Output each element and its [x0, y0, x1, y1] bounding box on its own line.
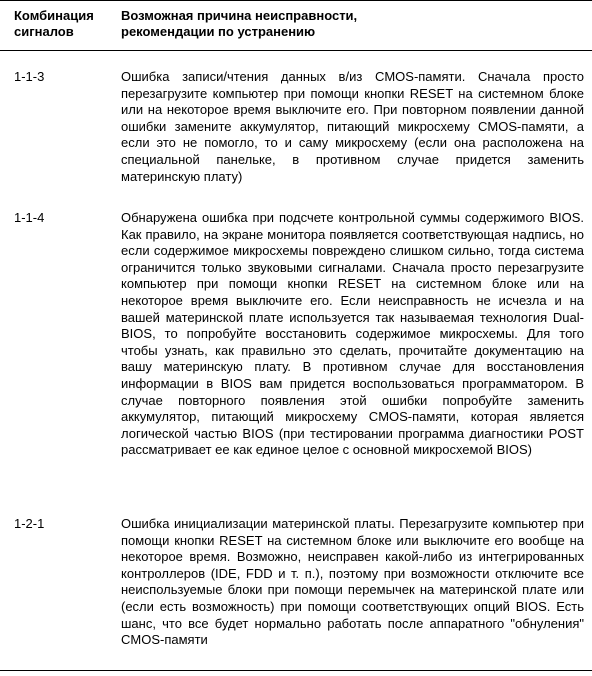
signal-code: 1-1-4 [14, 210, 45, 225]
cause-description: Ошибка инициализации материнской платы. Перезагрузите компьютер при помощи кнопки RESET на системном блоке или выключите его вообще на некоторое время. Возможно, неисправен какой-либо из интегрированных контроллеров (IDE, FDD и т. п.), поэтому при возможности отключите все неиспользуемые блоки при помощи перемычек на материнской плате или (если есть возможность) при помощи соответствующих опций BIOS. Есть шанс, что все будет нормально работать после аппаратного "обнуления" CMOS-памяти [121, 516, 584, 648]
signal-code: 1-1-3 [14, 69, 45, 84]
cause-description: Ошибка записи/чтения данных в/из CMOS-памяти. Сначала просто перезагрузите компьютер при помощи кнопки RESET на системном блоке или на некоторое время выключите его. При повторном появлении данной ошибки замените аккумулятор, питающий микросхему CMOS-памяти, а если это не помогло, то и саму микросхему (если она расположена на специальной панельке, в противном случае придется заменить материнскую плату) [121, 69, 584, 184]
cause-description: Обнаружена ошибка при подсчете контрольной суммы содержимого BIOS. Как правило, на экране монитора появляется соответствующая надпись, но если содержимое микросхемы повреждено слишком сильно, тогда система ограничится только звуковыми сигналами. Сначала просто перезагрузите компьютер при помощи кнопки RESET на системном блоке или на некоторое время выключите его. Если неисправность не исчезла и на вашей материнской плате используется так называемая технология Dual-BIOS, то попробуйте восстановить содержимое микросхемы. Для того чтобы узнать, как правильно это сделать, прочитайте документацию на вашу материнскую плату. В противном случае для восстановления информации в BIOS вам придется воспользоваться программатором. В случае повторного появления этой ошибки попробуйте заменить аккумулятор, питающий микросхему CMOS-памяти, которая является логической частью BIOS (при тестировании программа диагностики POST рассматривает ее как единое целое с основной микросхемой BIOS) [121, 210, 584, 458]
table-header [0, 8, 592, 48]
header-signal-combination: Комбинация сигналов [14, 8, 94, 39]
table-header-rule [0, 50, 592, 51]
signal-code: 1-2-1 [14, 516, 45, 531]
header-cause-recommendation: Возможная причина неисправности, рекомендации по устранению [121, 8, 358, 39]
table-bottom-rule [0, 670, 592, 671]
table-top-rule [0, 0, 592, 1]
